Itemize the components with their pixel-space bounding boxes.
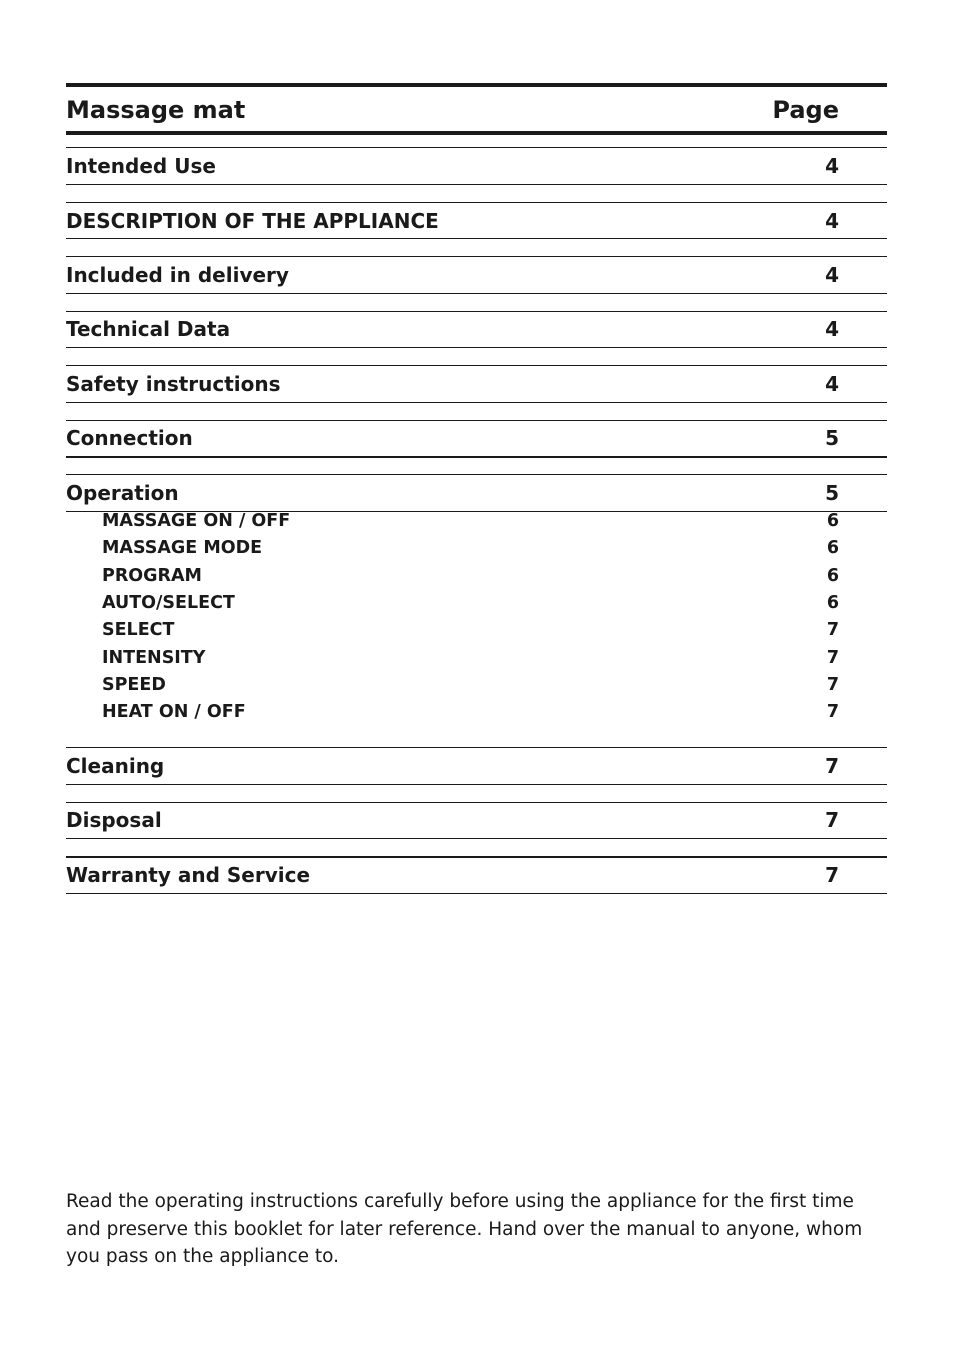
entry-bottom-rule	[66, 784, 887, 785]
toc-entry-page: 7	[825, 808, 839, 832]
toc-entry-page: 5	[825, 481, 839, 505]
entry-bottom-rule	[66, 293, 887, 294]
toc-subentry-label: MASSAGE MODE	[102, 538, 263, 558]
toc-entry-page: 4	[825, 263, 839, 287]
toc-subentry-page: 7	[826, 675, 839, 695]
intro-paragraph: Read the operating instructions carefully before using the appliance for the first time and preserve this booklet for later reference. Hand over the manual to anyone, whom you pass on the appliance to.	[66, 1191, 863, 1267]
toc-title: Massage mat	[66, 96, 246, 124]
toc-entry-safety-instructions	[66, 366, 839, 402]
toc-subentry-auto-select	[102, 591, 839, 615]
toc-subentry-page: 6	[826, 566, 839, 586]
header-bottom-rule	[66, 131, 887, 135]
toc-subentry-page: 7	[826, 620, 839, 640]
toc-entry-label: Included in delivery	[66, 263, 289, 287]
toc-entry-included-in-delivery	[66, 257, 839, 293]
toc-header	[66, 91, 839, 129]
toc-subentry-heat-on-off	[102, 700, 839, 724]
toc-entry-description	[66, 203, 839, 239]
toc-subentry-label: HEAT ON / OFF	[102, 702, 246, 722]
toc-entry-label: Intended Use	[66, 154, 216, 178]
toc-entry-page: 4	[825, 209, 839, 233]
entry-bottom-rule	[66, 184, 887, 185]
toc-entry-page: 7	[825, 754, 839, 778]
toc-entry-label: Warranty and Service	[66, 863, 311, 887]
toc-entry-warranty-and-service	[66, 857, 839, 893]
toc-subentry-massage-mode	[102, 536, 839, 560]
header-top-rule	[66, 83, 887, 87]
toc-entry-label: Operation	[66, 481, 179, 505]
toc-entry-page: 7	[825, 863, 839, 887]
toc-subentry-label: PROGRAM	[102, 566, 202, 586]
toc-entry-label: Safety instructions	[66, 372, 281, 396]
toc-subentry-page: 7	[826, 648, 839, 668]
toc-subentry-intensity	[102, 646, 839, 670]
toc-entry-label: Disposal	[66, 808, 162, 832]
entry-bottom-rule	[66, 347, 887, 348]
toc-subentry-label: SELECT	[102, 620, 175, 640]
entry-bottom-rule	[66, 402, 887, 403]
entry-bottom-rule	[66, 893, 887, 894]
toc-entry-disposal	[66, 802, 839, 838]
toc-entry-label: Technical Data	[66, 317, 231, 341]
toc-subentry-label: AUTO/SELECT	[102, 593, 235, 613]
toc-subentry-page: 6	[826, 593, 839, 613]
toc-subentry-page: 6	[826, 511, 839, 531]
toc-entry-page: 5	[825, 426, 839, 450]
toc-subentry-speed	[102, 673, 839, 697]
entry-bottom-rule	[66, 838, 887, 839]
toc-entry-label: Connection	[66, 426, 193, 450]
toc-subentry-label: MASSAGE ON / OFF	[102, 511, 291, 531]
toc-entry-page: 4	[825, 154, 839, 178]
toc-entry-page: 4	[825, 372, 839, 396]
entry-bottom-rule	[66, 238, 887, 239]
toc-entry-page: 4	[825, 317, 839, 341]
toc-subentry-page: 6	[826, 538, 839, 558]
toc-subentry-select	[102, 618, 839, 642]
toc-entry-intended-use	[66, 148, 839, 184]
toc-subentry-program	[102, 564, 839, 588]
entry-bottom-rule	[66, 456, 887, 458]
toc-page-label: Page	[772, 96, 839, 124]
toc-entry-connection	[66, 420, 839, 456]
toc-entry-operation	[66, 475, 839, 511]
toc-entry-cleaning	[66, 748, 839, 784]
toc-entry-technical-data	[66, 311, 839, 347]
toc-entry-label: DESCRIPTION OF THE APPLIANCE	[66, 209, 439, 233]
toc-entry-label: Cleaning	[66, 754, 165, 778]
toc-subentry-label: INTENSITY	[102, 648, 206, 668]
toc-subentry-page: 7	[826, 702, 839, 722]
toc-subentry-label: SPEED	[102, 675, 166, 695]
toc-subentry-massage-on-off	[102, 509, 839, 533]
